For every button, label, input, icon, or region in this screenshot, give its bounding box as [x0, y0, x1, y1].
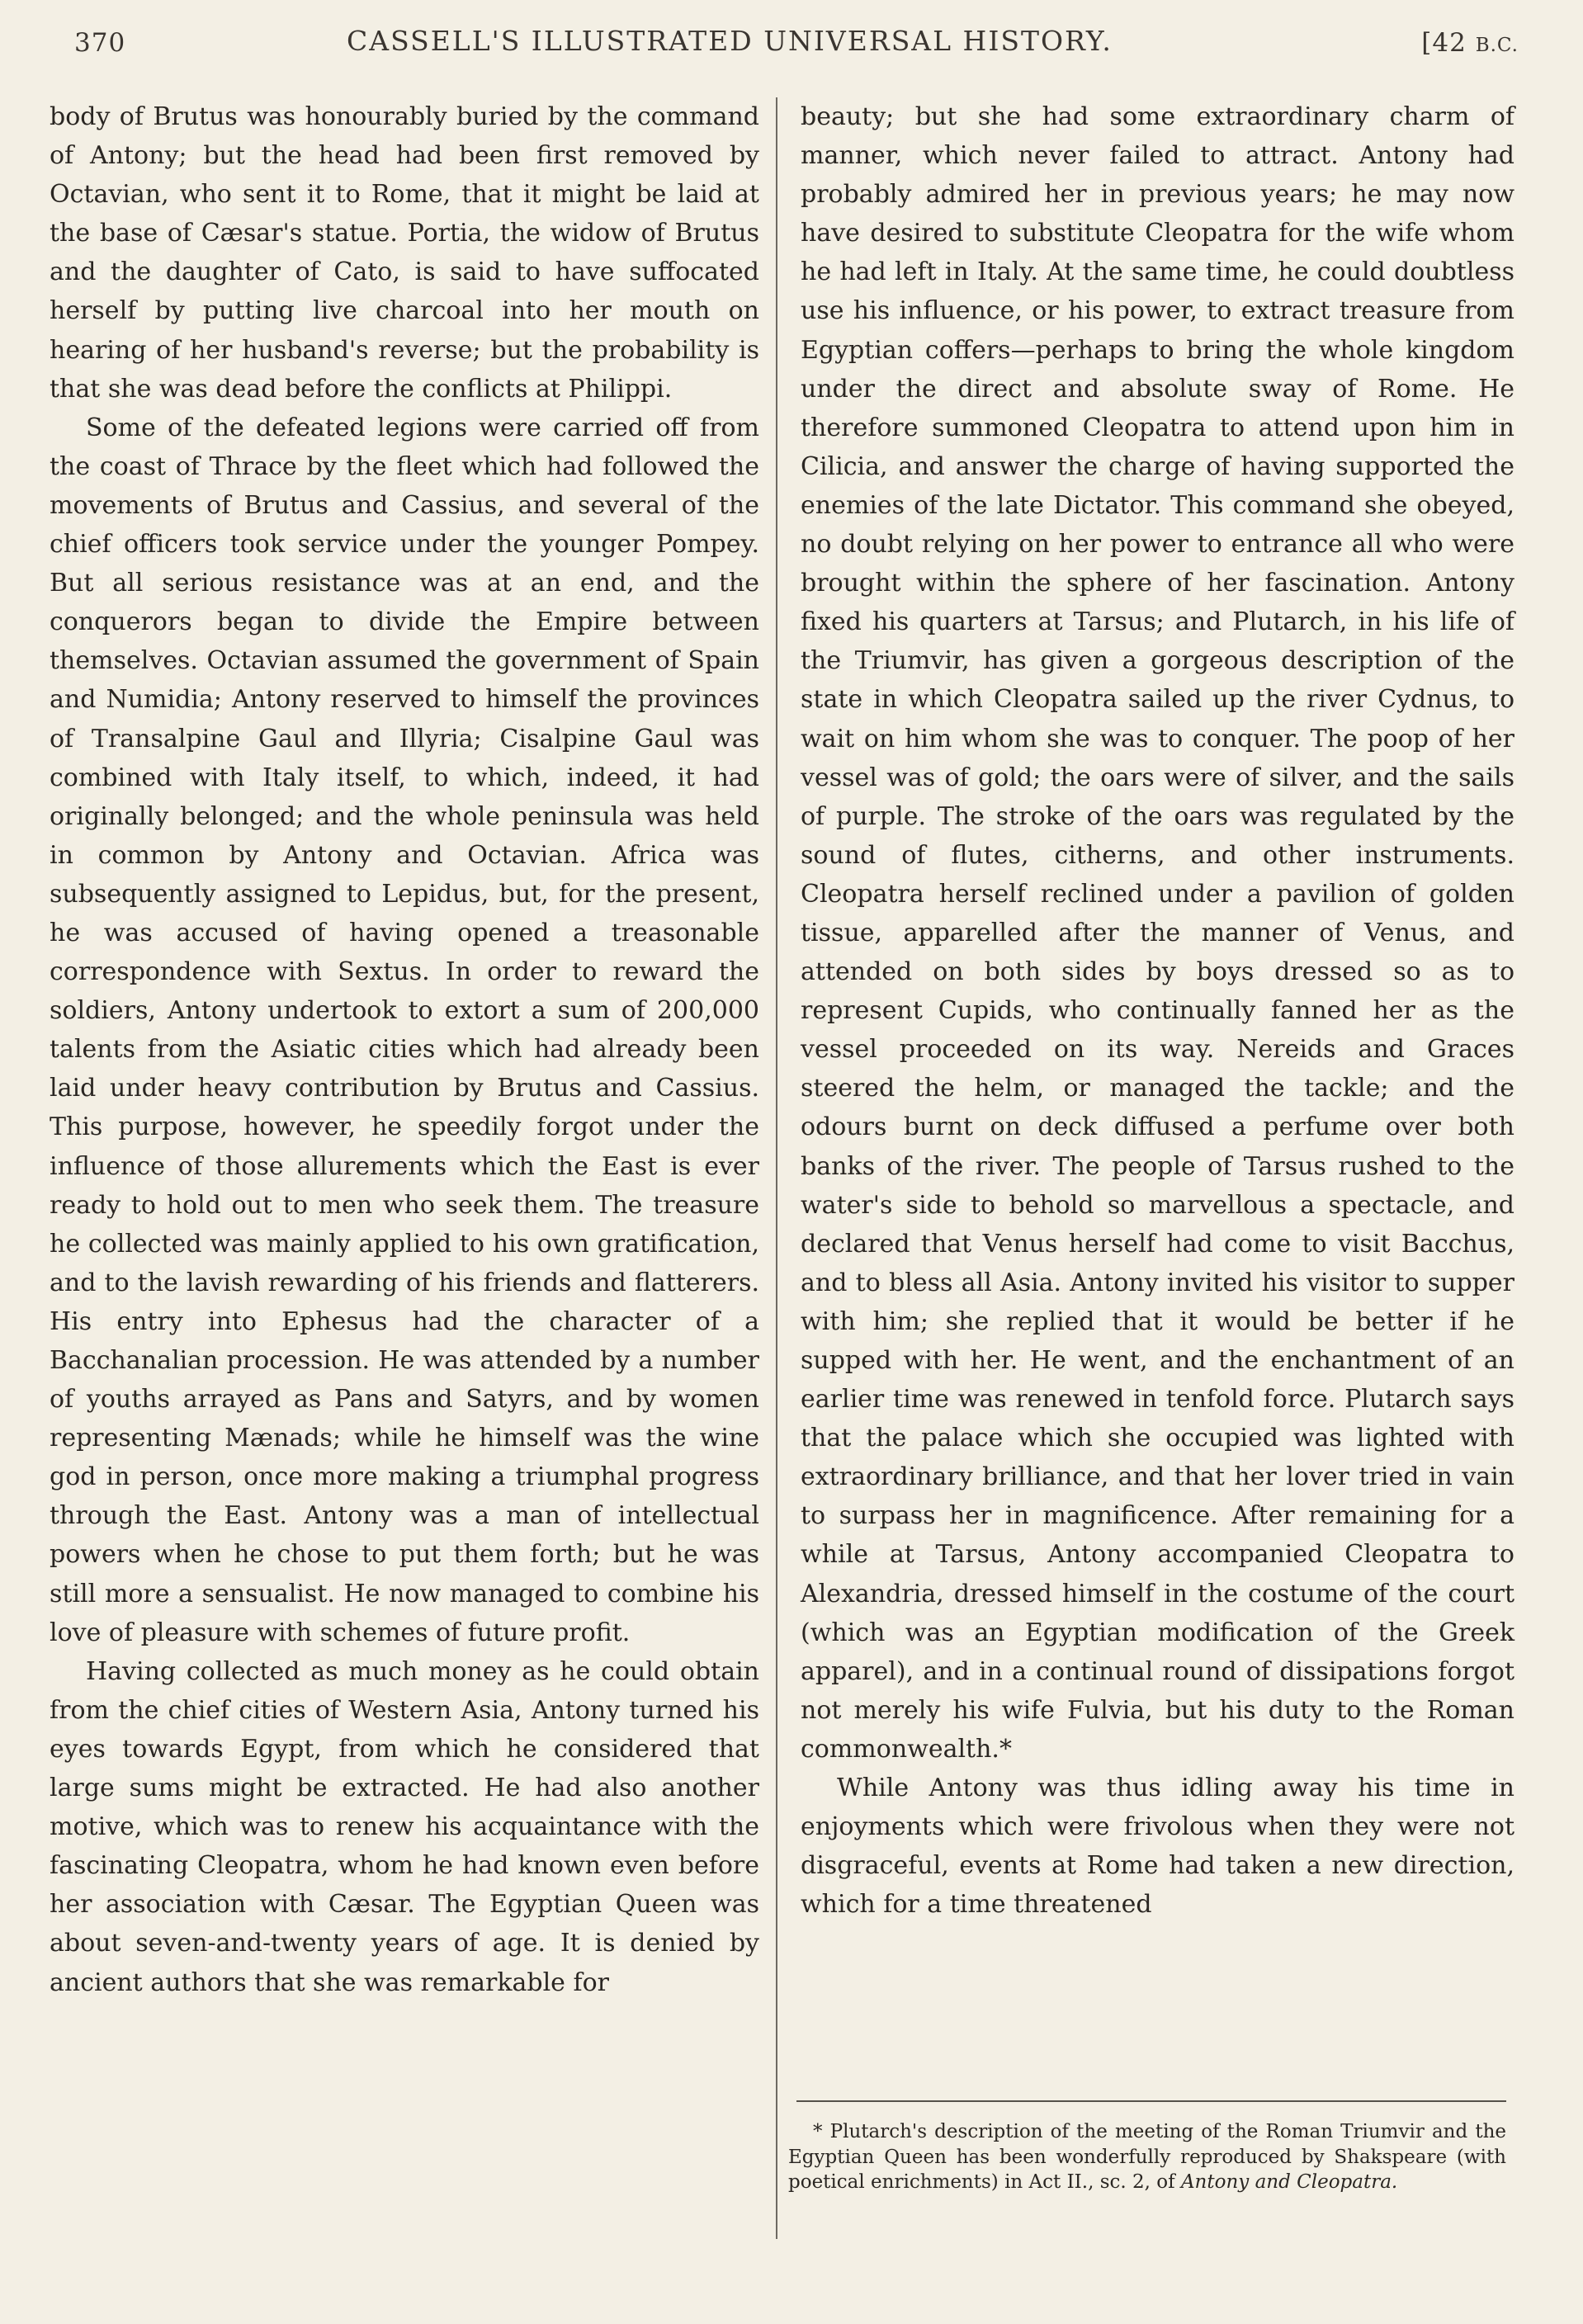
running-title: CASSELL'S ILLUSTRATED UNIVERSAL HISTORY. [347, 25, 1113, 57]
paragraph: Some of the defeated legions were carried off from the coast of Thrace by the fleet which had followed the movements of Brutus and Cassius, and several of the chief officers took service under the younger Pompey. But all serious resistance was at an end, and the conquerors began to divide the Empire between themselves. Octavian assumed the government of Spain and Numidia; Antony reserved to himself the provinces of Transalpine Gaul and Illyria; Cisalpine Gaul was combined with Italy itself, to which, indeed, it had originally belonged; and the whole peninsula was held in common by Antony and Octavian. Africa was subsequently assigned to Lepidus, but, for the present, he was accused of having opened a treasonable correspondence with Sextus. In order to reward the soldiers, Antony undertook to extort a sum of 200,000 talents from the Asiatic cities which had already been laid under heavy contribution by Brutus and Cassius. This purpose, however, he speedily forgot under the influence of those allurements which the East is ever ready to hold out to men who seek them. The treasure he collected was mainly applied to his own gratification, and to the lavish rewarding of his friends and flatterers. His entry into Ephesus had the character of a Bacchanalian procession. He was attended by a number of youths arrayed as Pans and Satyrs, and by women representing Mænads; while he himself was the wine god in person, once more making a triumphal progress through the East. Antony was a man of intellectual powers when he chose to put them forth; but he was still more a sensualist. He now managed to combine his love of pleasure with schemes of future profit. [50, 413, 759, 1647]
year-number: [42 [1421, 28, 1467, 58]
paragraph: beauty; but she had some extraordinary charm of manner, which never failed to attract. Antony had probably admired her in previous years; he may now have desired to substitute Cleopatra for the wife whom he had left in Italy. At the same time, he could doubtless use his influence, or his power, to extract treasure from Egyptian coffers—perhaps to bring the whole kingdom under the direct and absolute sway of Rome. He therefore summoned Cleopatra to attend upon him in Cilicia, and answer the charge of having supported the enemies of the late Dictator. This command she obeyed, no doubt relying on her power to entrance all who were brought within the sphere of her fascination. Antony fixed his quarters at Tarsus; and Plutarch, in his life of the Triumvir, has given a gorgeous description of the state in which Cleopatra sailed up the river Cydnus, to wait on him whom she was to conquer. The poop of her vessel was of gold; the oars were of silver, and the sails of purple. The stroke of the oars was regulated by the sound of flutes, citherns, and other instruments. Cleopatra herself reclined under a pavilion of golden tissue, apparelled after the manner of Venus, and attended on both sides by boys dressed so as to represent Cupids, who continually fanned her as the vessel proceeded on its way. Nereids and Graces steered the helm, or managed the tackle; and the odours burnt on deck diffused a perfume over both banks of the river. The people of Tarsus rushed to the water's side to behold so marvellous a spectacle, and declared that Venus herself had come to visit Bacchus, and to bless all Asia. Antony invited his visitor to supper with him; she replied that it would be better if he supped with her. He went, and the enchantment of an earlier time was renewed in tenfold force. Plutarch says that the palace which she occupied was lighted with extraordinary brilliance, and that her lover tried in vain to surpass her in magnificence. After remaining for a while at Tarsus, Antony accompanied Cleopatra to Alexandria, dressed himself in the costume of the court (which was an Egyptian modification of the Greek apparel), and in a continual round of dissipations forgot not merely his wife Fulvia, but his duty to the Roman commonwealth.* [801, 102, 1514, 1764]
footnote-work-title: Antony and Cleopatra. [1180, 2171, 1398, 2193]
page-header [74, 25, 1519, 68]
column-divider [776, 97, 777, 2239]
footnote-rule [796, 2100, 1506, 2102]
right-column [801, 97, 1514, 1924]
page-number: 370 [74, 28, 126, 58]
footnote-text: * Plutarch's description of the meeting of the Roman Triumvir and the Egyptian Queen has been wonderfully reproduced by Shakspeare (with poetical enrichments) in Act II., sc. 2, of [788, 2121, 1506, 2193]
paragraph: Having collected as much money as he could obtain from the chief cities of Western Asia, Antony turned his eyes towards Egypt, from which he considered that large sums might be extracted. He had also another motive, which was to renew his acquaintance with the fascinating Cleopatra, whom he had known even before her association with Cæsar. The Egyptian Queen was about seven-and-twenty years of age. It is denied by ancient authors that she was remarkable for [50, 1656, 759, 1997]
paragraph: body of Brutus was honourably buried by the command of Antony; but the head had been first removed by Octavian, who sent it to Rome, that it might be laid at the base of Cæsar's statue. Portia, the widow of Brutus and the daughter of Cato, is said to have suffocated herself by putting live charcoal into her mouth on hearing of her husband's reverse; but the probability is that she was dead before the conflicts at Philippi. [50, 102, 759, 404]
left-column [50, 97, 759, 2002]
year-reference [1421, 28, 1519, 58]
paragraph: While Antony was thus idling away his time in enjoyments which were frivolous when they were not disgraceful, events at Rome had taken a new direction, which for a time threatened [801, 1774, 1514, 1920]
footnote [788, 2119, 1506, 2195]
year-era: B.C. [1475, 35, 1519, 56]
